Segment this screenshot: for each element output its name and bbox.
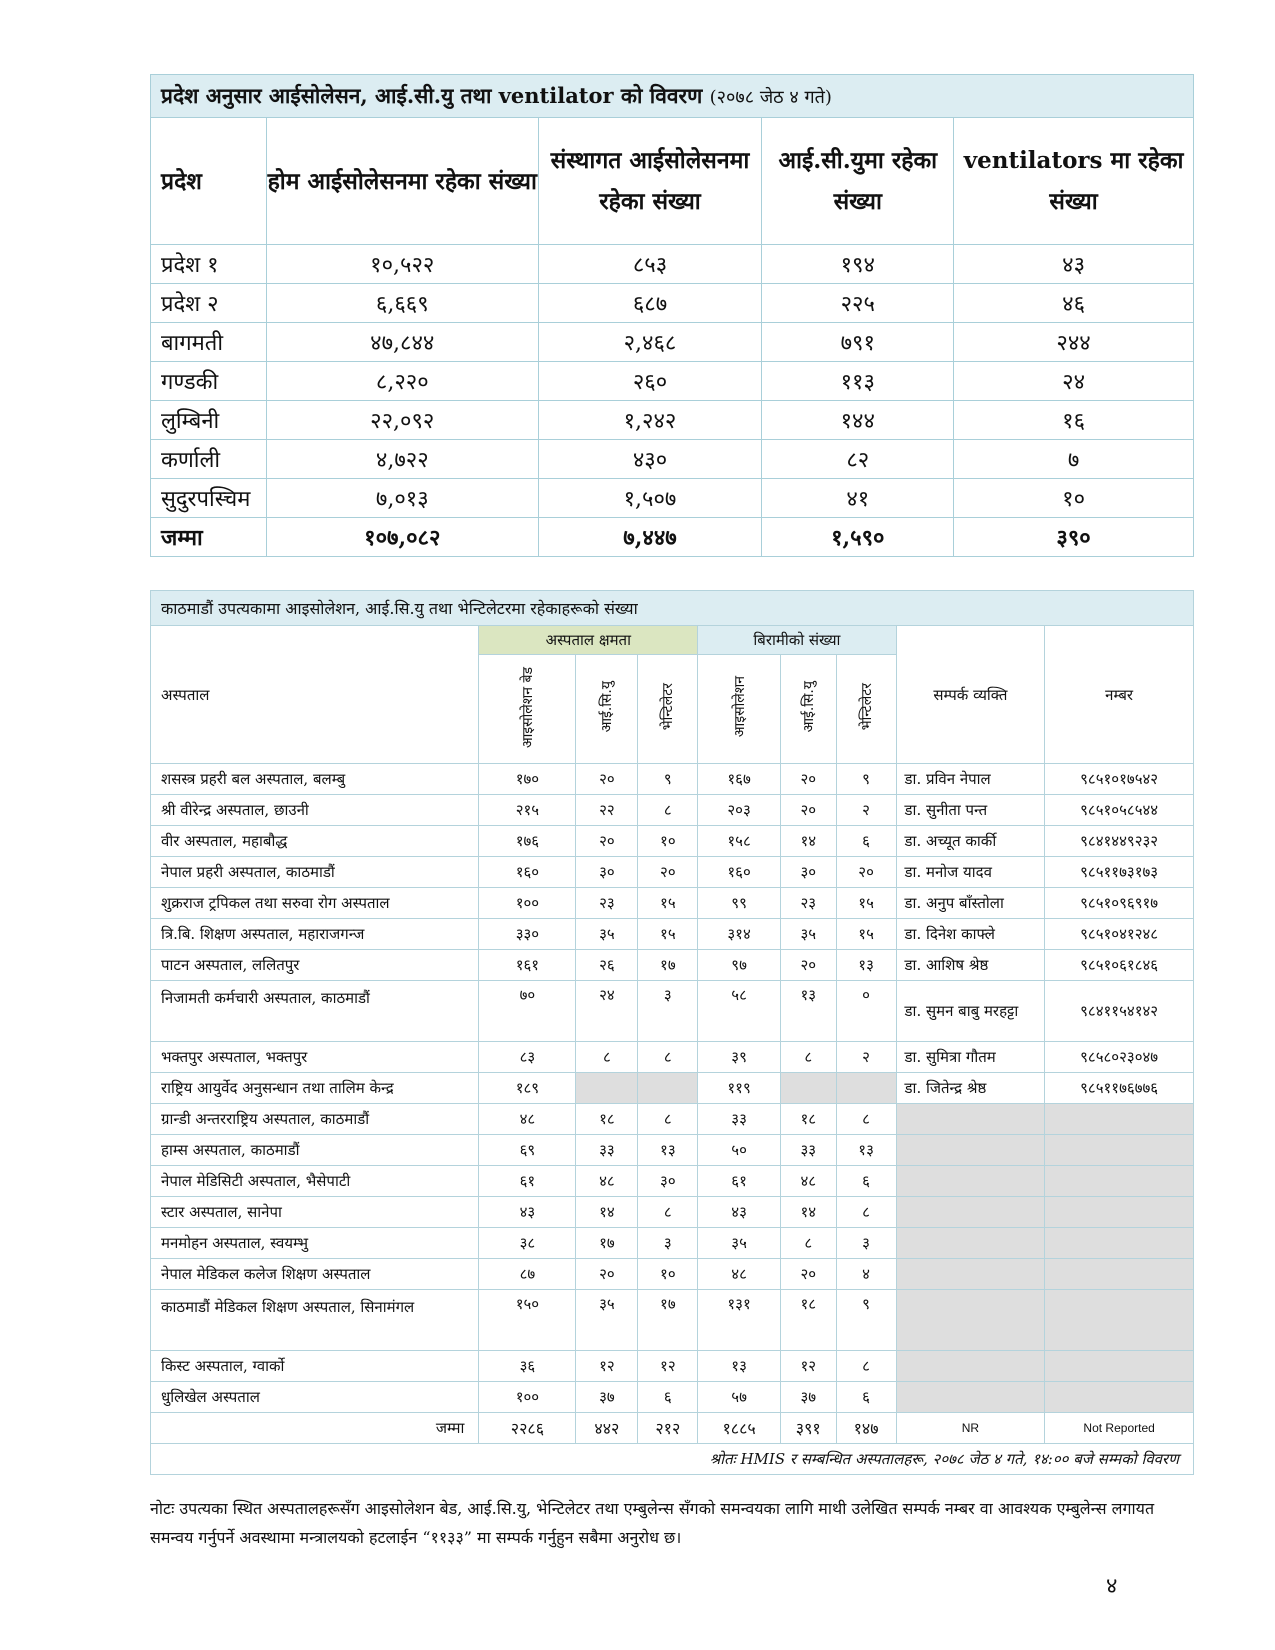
- contact-person: डा. दिनेश काफ्ले: [896, 919, 1045, 950]
- header-patient-count: बिरामीको संख्या: [698, 626, 896, 655]
- icu-count: ११३: [762, 362, 954, 401]
- hospital-name: राष्ट्रिय आयुर्वेद अनुसन्धान तथा तालिम केन्द्र: [151, 1073, 479, 1104]
- patients-ventilator: १५: [836, 888, 896, 919]
- patients-isolation: ३१४: [698, 919, 781, 950]
- province-name: सुदुरपस्चिम: [151, 479, 267, 518]
- table-row: [151, 1290, 1194, 1351]
- capacity-icu: ३५: [576, 1290, 638, 1351]
- hospital-name: नेपाल मेडिकल कलेज शिक्षण अस्पताल: [151, 1259, 479, 1290]
- ventilator-count: ४३: [954, 245, 1194, 284]
- institutional-isolation: ४३०: [538, 440, 762, 479]
- table2-total-row: [151, 1413, 1194, 1444]
- phone-number: ९८४१४४९२३२: [1045, 826, 1194, 857]
- patients-ventilator: ६: [836, 1166, 896, 1197]
- contact-person: [896, 1351, 1045, 1382]
- phone-number: ९८५८०२३०४७: [1045, 1042, 1194, 1073]
- patients-isolation: ३५: [698, 1228, 781, 1259]
- patients-ventilator: १३: [836, 1135, 896, 1166]
- header-province: प्रदेश: [151, 118, 267, 245]
- contact-person: डा. अनुप बाँस्तोला: [896, 888, 1045, 919]
- patients-icu: ८: [780, 1228, 836, 1259]
- institutional-isolation: १,२४२: [538, 401, 762, 440]
- table-row: [151, 245, 1194, 284]
- home-isolation: ४७,८४४: [266, 323, 538, 362]
- capacity-ventilator: ८: [638, 1104, 698, 1135]
- capacity-icu: २०: [576, 826, 638, 857]
- table-row: [151, 1382, 1194, 1413]
- phone-number: [1045, 1135, 1194, 1166]
- patients-ventilator: ८: [836, 1104, 896, 1135]
- ventilator-count: ७: [954, 440, 1194, 479]
- table-row: [151, 764, 1194, 795]
- header-isolation-patients: आइसोलेशन: [731, 676, 748, 738]
- header-hospital-capacity: अस्पताल क्षमता: [479, 626, 698, 655]
- table-row: [151, 1166, 1194, 1197]
- table-row: [151, 323, 1194, 362]
- capacity-icu: २०: [576, 1259, 638, 1290]
- contact-person: डा. सुमन बाबु मरहट्टा: [896, 981, 1045, 1042]
- phone-number: [1045, 1104, 1194, 1135]
- total-ventilator: ३९०: [954, 518, 1194, 557]
- contact-person: [896, 1104, 1045, 1135]
- table1-header-row: [151, 118, 1194, 245]
- contact-person: डा. जितेन्द्र श्रेष्ठ: [896, 1073, 1045, 1104]
- province-name: बागमती: [151, 323, 267, 362]
- hospital-name: भक्तपुर अस्पताल, भक्तपुर: [151, 1042, 479, 1073]
- patients-isolation: ५०: [698, 1135, 781, 1166]
- table-row: [151, 440, 1194, 479]
- table-row: [151, 1135, 1194, 1166]
- table-row: [151, 401, 1194, 440]
- capacity-ventilator: १३: [638, 1135, 698, 1166]
- capacity-isolation: १७६: [479, 826, 576, 857]
- table-row: [151, 981, 1194, 1042]
- patients-ventilator: २: [836, 795, 896, 826]
- phone-number: ९८५१०६१८४६: [1045, 950, 1194, 981]
- capacity-ventilator: १२: [638, 1351, 698, 1382]
- patients-ventilator: [836, 1073, 896, 1104]
- capacity-isolation: १६०: [479, 857, 576, 888]
- province-isolation-table: [150, 74, 1194, 557]
- ventilator-count: १०: [954, 479, 1194, 518]
- hospital-name: स्टार अस्पताल, सानेपा: [151, 1197, 479, 1228]
- hospital-name: ग्रान्डी अन्तरराष्ट्रिय अस्पताल, काठमाडौं: [151, 1104, 479, 1135]
- capacity-ventilator: ३: [638, 1228, 698, 1259]
- ventilator-count: २४: [954, 362, 1194, 401]
- patients-isolation: ५७: [698, 1382, 781, 1413]
- total-label: जम्मा: [151, 518, 267, 557]
- phone-number: ९८५११७३१७३: [1045, 857, 1194, 888]
- capacity-isolation: ४८: [479, 1104, 576, 1135]
- province-name: कर्णाली: [151, 440, 267, 479]
- capacity-ventilator: १०: [638, 1259, 698, 1290]
- table-row: [151, 479, 1194, 518]
- patients-ventilator: ९: [836, 764, 896, 795]
- table2-title: काठमाडौं उपत्यकामा आइसोलेशन, आई.सि.यु तथा भेन्टिलेटरमा रहेकाहरूको संख्या: [151, 591, 1194, 626]
- table1-title-date: (२०७८ जेठ ४ गते): [709, 87, 832, 108]
- capacity-isolation: ३६: [479, 1351, 576, 1382]
- header-hospital: अस्पताल: [151, 626, 479, 764]
- patients-ventilator: ६: [836, 826, 896, 857]
- institutional-isolation: २,४६८: [538, 323, 762, 362]
- total-capacity-icu: ४४२: [576, 1413, 638, 1444]
- phone-number: ९८५१०४१२४८: [1045, 919, 1194, 950]
- phone-number: [1045, 1197, 1194, 1228]
- source-note: श्रोतः HMIS र सम्बन्धित अस्पतालहरू, २०७८ जेठ ४ गते, १४:०० बजे सम्मको विवरण: [151, 1444, 1194, 1475]
- patients-icu: २०: [780, 950, 836, 981]
- home-isolation: २२,०९२: [266, 401, 538, 440]
- icu-count: ८२: [762, 440, 954, 479]
- capacity-icu: १२: [576, 1351, 638, 1382]
- contact-person: [896, 1166, 1045, 1197]
- table-row: [151, 950, 1194, 981]
- contact-person: डा. आशिष श्रेष्ठ: [896, 950, 1045, 981]
- institutional-isolation: २६०: [538, 362, 762, 401]
- table-row: [151, 284, 1194, 323]
- header-icu-capacity: आई.सि.यु: [599, 681, 616, 733]
- total-label: जम्मा: [151, 1413, 479, 1444]
- total-number: Not Reported: [1045, 1413, 1194, 1444]
- patients-ventilator: २: [836, 1042, 896, 1073]
- capacity-icu: ३३: [576, 1135, 638, 1166]
- capacity-ventilator: १७: [638, 950, 698, 981]
- contact-person: [896, 1228, 1045, 1259]
- header-icu-patients: आई.सि.यु: [800, 681, 817, 733]
- patients-icu: ८: [780, 1042, 836, 1073]
- capacity-isolation: ३३०: [479, 919, 576, 950]
- capacity-icu: ३७: [576, 1382, 638, 1413]
- patients-icu: १३: [780, 981, 836, 1042]
- header-icu: आई.सी.युमा रहेका संख्या: [762, 118, 954, 245]
- capacity-isolation: ७०: [479, 981, 576, 1042]
- home-isolation: १०,५२२: [266, 245, 538, 284]
- icu-count: १४४: [762, 401, 954, 440]
- patients-isolation: १६०: [698, 857, 781, 888]
- capacity-icu: ८: [576, 1042, 638, 1073]
- total-institutional: ७,४४७: [538, 518, 762, 557]
- phone-number: [1045, 1351, 1194, 1382]
- capacity-isolation: ६१: [479, 1166, 576, 1197]
- capacity-icu: ३५: [576, 919, 638, 950]
- institutional-isolation: ८५३: [538, 245, 762, 284]
- header-contact-person: सम्पर्क व्यक्ति: [896, 626, 1045, 764]
- contact-person: [896, 1135, 1045, 1166]
- capacity-icu: २२: [576, 795, 638, 826]
- table-row: [151, 1259, 1194, 1290]
- patients-icu: १२: [780, 1351, 836, 1382]
- header-institutional-isolation: संस्थागत आईसोलेसनमा रहेका संख्या: [538, 118, 762, 245]
- phone-number: ९८४११५४१४२: [1045, 981, 1194, 1042]
- contact-person: [896, 1197, 1045, 1228]
- contact-person: [896, 1382, 1045, 1413]
- capacity-ventilator: [638, 1073, 698, 1104]
- table-row: [151, 795, 1194, 826]
- hospital-name: निजामती कर्मचारी अस्पताल, काठमाडौं: [151, 981, 479, 1042]
- capacity-ventilator: ८: [638, 795, 698, 826]
- table-row: [151, 1073, 1194, 1104]
- capacity-icu: १८: [576, 1104, 638, 1135]
- total-patients-ventilator: १४७: [836, 1413, 896, 1444]
- patients-ventilator: ३: [836, 1228, 896, 1259]
- capacity-icu: १७: [576, 1228, 638, 1259]
- patients-isolation: ५८: [698, 981, 781, 1042]
- patients-icu: १४: [780, 826, 836, 857]
- ventilator-count: १६: [954, 401, 1194, 440]
- table-row: [151, 1042, 1194, 1073]
- contact-person: डा. अच्यूत कार्की: [896, 826, 1045, 857]
- contact-person: [896, 1290, 1045, 1351]
- patients-icu: २०: [780, 1259, 836, 1290]
- hospital-name: हाम्स अस्पताल, काठमाडौं: [151, 1135, 479, 1166]
- table-row: [151, 888, 1194, 919]
- contact-person: डा. सुमित्रा गौतम: [896, 1042, 1045, 1073]
- patients-ventilator: ८: [836, 1197, 896, 1228]
- institutional-isolation: १,५०७: [538, 479, 762, 518]
- kathmandu-valley-hospital-table: [150, 590, 1194, 1475]
- icu-count: २२५: [762, 284, 954, 323]
- capacity-isolation: १७०: [479, 764, 576, 795]
- patients-ventilator: १५: [836, 919, 896, 950]
- capacity-isolation: ८३: [479, 1042, 576, 1073]
- patients-ventilator: ९: [836, 1290, 896, 1351]
- phone-number: ९८५१०१७५४२: [1045, 764, 1194, 795]
- table-row: [151, 1197, 1194, 1228]
- capacity-isolation: १६१: [479, 950, 576, 981]
- home-isolation: ६,६६९: [266, 284, 538, 323]
- patients-ventilator: १३: [836, 950, 896, 981]
- total-home: १०७,०८२: [266, 518, 538, 557]
- patients-ventilator: ४: [836, 1259, 896, 1290]
- home-isolation: ४,७२२: [266, 440, 538, 479]
- capacity-icu: ३०: [576, 857, 638, 888]
- patients-isolation: १३: [698, 1351, 781, 1382]
- hospital-name: वीर अस्पताल, महाबौद्ध: [151, 826, 479, 857]
- home-isolation: ७,०१३: [266, 479, 538, 518]
- capacity-isolation: १५०: [479, 1290, 576, 1351]
- capacity-ventilator: ८: [638, 1042, 698, 1073]
- province-name: प्रदेश १: [151, 245, 267, 284]
- patients-isolation: १६७: [698, 764, 781, 795]
- patients-isolation: ३९: [698, 1042, 781, 1073]
- total-capacity-isolation: २२८६: [479, 1413, 576, 1444]
- home-isolation: ८,२२०: [266, 362, 538, 401]
- table2-group-row: [151, 626, 1194, 655]
- total-icu: १,५९०: [762, 518, 954, 557]
- hospital-name: त्रि.बि. शिक्षण अस्पताल, महाराजगन्ज: [151, 919, 479, 950]
- hospital-name: मनमोहन अस्पताल, स्वयम्भु: [151, 1228, 479, 1259]
- capacity-isolation: २१५: [479, 795, 576, 826]
- table-row: [151, 1104, 1194, 1135]
- hospital-name: पाटन अस्पताल, ललितपुर: [151, 950, 479, 981]
- ventilator-count: २४४: [954, 323, 1194, 362]
- capacity-ventilator: ६: [638, 1382, 698, 1413]
- capacity-ventilator: १०: [638, 826, 698, 857]
- capacity-icu: १४: [576, 1197, 638, 1228]
- patients-isolation: ११९: [698, 1073, 781, 1104]
- header-ventilator-patients: भेन्टिलेटर: [858, 683, 875, 731]
- phone-number: [1045, 1166, 1194, 1197]
- patients-isolation: ४३: [698, 1197, 781, 1228]
- phone-number: [1045, 1290, 1194, 1351]
- header-ventilators: ventilators मा रहेका संख्या: [954, 118, 1194, 245]
- phone-number: [1045, 1382, 1194, 1413]
- total-patients-icu: ३९१: [780, 1413, 836, 1444]
- capacity-ventilator: १५: [638, 888, 698, 919]
- hospital-name: नेपाल प्रहरी अस्पताल, काठमाडौं: [151, 857, 479, 888]
- capacity-ventilator: ३०: [638, 1166, 698, 1197]
- contact-person: डा. मनोज यादव: [896, 857, 1045, 888]
- capacity-ventilator: ८: [638, 1197, 698, 1228]
- patients-icu: २३: [780, 888, 836, 919]
- phone-number: [1045, 1259, 1194, 1290]
- capacity-icu: २३: [576, 888, 638, 919]
- patients-isolation: ३३: [698, 1104, 781, 1135]
- capacity-isolation: १००: [479, 888, 576, 919]
- contact-person: [896, 1259, 1045, 1290]
- capacity-icu: २०: [576, 764, 638, 795]
- patients-isolation: ९९: [698, 888, 781, 919]
- patients-icu: १४: [780, 1197, 836, 1228]
- patients-isolation: ६१: [698, 1166, 781, 1197]
- patients-icu: १८: [780, 1290, 836, 1351]
- province-name: लुम्बिनी: [151, 401, 267, 440]
- phone-number: ९८५१०५८५४४: [1045, 795, 1194, 826]
- icu-count: १९४: [762, 245, 954, 284]
- table-row: [151, 826, 1194, 857]
- table1-title-text: प्रदेश अनुसार आईसोलेसन, आई.सी.यु तथा ventilator को विवरण: [161, 83, 703, 108]
- patients-ventilator: ६: [836, 1382, 896, 1413]
- footnote: नोटः उपत्यका स्थित अस्पतालहरूसँग आइसोलेशन बेड, आई.सि.यु, भेन्टिलेटर तथा एम्बुलेन्स सँगको समन्वयका लागि माथी उलेखित सम्पर्क नम्बर वा आवश्यक एम्बुलेन्स लगायत समन्वय गर्नुपर्ने अवस्थामा मन्त्रालयको हटलाईन “११३३” मा सम्पर्क गर्नुहुन सबैमा अनुरोध छ।: [150, 1499, 1155, 1547]
- total-patients-isolation: १८८५: [698, 1413, 781, 1444]
- province-name: प्रदेश २: [151, 284, 267, 323]
- total-capacity-ventilator: २१२: [638, 1413, 698, 1444]
- patients-icu: २०: [780, 795, 836, 826]
- patients-icu: ४८: [780, 1166, 836, 1197]
- capacity-ventilator: ९: [638, 764, 698, 795]
- header-isolation-bed: आइसोलेशन बेड: [519, 666, 536, 748]
- table1-title: [151, 75, 1194, 118]
- contact-person: डा. प्रविन नेपाल: [896, 764, 1045, 795]
- patients-isolation: ९७: [698, 950, 781, 981]
- phone-number: [1045, 1228, 1194, 1259]
- capacity-isolation: ३८: [479, 1228, 576, 1259]
- capacity-ventilator: २०: [638, 857, 698, 888]
- table-row: [151, 919, 1194, 950]
- patients-icu: ३०: [780, 857, 836, 888]
- capacity-isolation: ८७: [479, 1259, 576, 1290]
- province-name: गण्डकी: [151, 362, 267, 401]
- icu-count: ४१: [762, 479, 954, 518]
- icu-count: ७९१: [762, 323, 954, 362]
- table-row: [151, 362, 1194, 401]
- capacity-ventilator: ३: [638, 981, 698, 1042]
- institutional-isolation: ६८७: [538, 284, 762, 323]
- hospital-name: नेपाल मेडिसिटी अस्पताल, भैसेपाटी: [151, 1166, 479, 1197]
- patients-icu: ३५: [780, 919, 836, 950]
- table1-total-row: [151, 518, 1194, 557]
- patients-isolation: १३१: [698, 1290, 781, 1351]
- header-ventilator-capacity: भेन्टिलेटर: [660, 683, 677, 731]
- patients-ventilator: ८: [836, 1351, 896, 1382]
- capacity-icu: २६: [576, 950, 638, 981]
- capacity-isolation: ४३: [479, 1197, 576, 1228]
- header-phone-number: नम्बर: [1045, 626, 1194, 764]
- page-number: ४: [1106, 1574, 1118, 1599]
- capacity-ventilator: १७: [638, 1290, 698, 1351]
- phone-number: ९८५१०९६९१७: [1045, 888, 1194, 919]
- hospital-name: श्री वीरेन्द्र अस्पताल, छाउनी: [151, 795, 479, 826]
- hospital-name: धुलिखेल अस्पताल: [151, 1382, 479, 1413]
- patients-ventilator: २०: [836, 857, 896, 888]
- patients-icu: [780, 1073, 836, 1104]
- patients-ventilator: ०: [836, 981, 896, 1042]
- capacity-icu: २४: [576, 981, 638, 1042]
- capacity-ventilator: १५: [638, 919, 698, 950]
- patients-icu: १८: [780, 1104, 836, 1135]
- table-row: [151, 1351, 1194, 1382]
- table-row: [151, 857, 1194, 888]
- ventilator-count: ४६: [954, 284, 1194, 323]
- hospital-name: काठमाडौं मेडिकल शिक्षण अस्पताल, सिनामंगल: [151, 1290, 479, 1351]
- hospital-name: शुक्रराज ट्रपिकल तथा सरुवा रोग अस्पताल: [151, 888, 479, 919]
- hospital-name: शसस्त्र प्रहरी बल अस्पताल, बलम्बु: [151, 764, 479, 795]
- total-contact: NR: [896, 1413, 1045, 1444]
- patients-icu: ३३: [780, 1135, 836, 1166]
- capacity-icu: ४८: [576, 1166, 638, 1197]
- patients-isolation: २०३: [698, 795, 781, 826]
- patients-isolation: ४८: [698, 1259, 781, 1290]
- table-row: [151, 1228, 1194, 1259]
- capacity-isolation: १००: [479, 1382, 576, 1413]
- patients-icu: २०: [780, 764, 836, 795]
- patients-icu: ३७: [780, 1382, 836, 1413]
- capacity-icu: [576, 1073, 638, 1104]
- header-home-isolation: होम आईसोलेसनमा रहेका संख्या: [266, 118, 538, 245]
- capacity-isolation: ६९: [479, 1135, 576, 1166]
- hospital-name: किस्ट अस्पताल, ग्वार्को: [151, 1351, 479, 1382]
- capacity-isolation: १८९: [479, 1073, 576, 1104]
- phone-number: ९८५११७६७७६: [1045, 1073, 1194, 1104]
- patients-isolation: १५८: [698, 826, 781, 857]
- contact-person: डा. सुनीता पन्त: [896, 795, 1045, 826]
